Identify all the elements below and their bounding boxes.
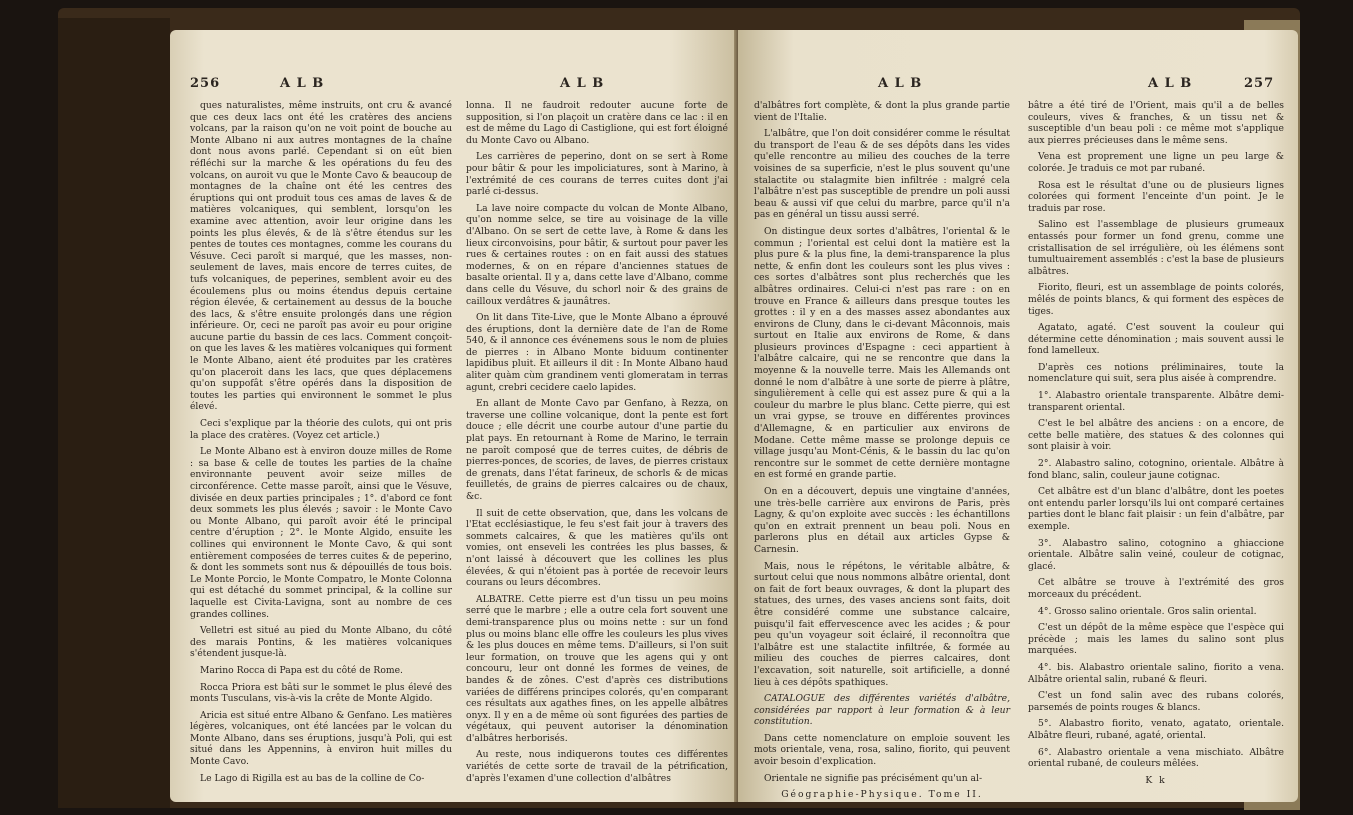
book	[58, 8, 1300, 808]
paragraph: Au reste, nous indiquerons toutes ces différentes variétés de cette sorte de travail de la pétrification, d'après l'examen d'une collection d'albâtres	[466, 749, 728, 784]
page-number-right: 257	[1244, 76, 1275, 91]
paragraph: C'est le bel albâtre des anciens : on a encore, de cette belle matière, des statues & des colonnes qui sont plaisir à voir.	[1028, 418, 1284, 453]
right-column-2	[1028, 100, 1284, 790]
running-head-right-1: A L B	[878, 76, 923, 91]
paragraph: ques naturalistes, même instruits, ont cru & avancé que ces deux lacs ont été les cratères des anciens volcans, par la raison qu'on ne voit point de bouche au Monte Albano ni aux autres montagnes de la chaîne dont nous avons parlé. Cependant si on eût bien réfléchi sur la marche & les opérations du feu des volcans, on auroit vu que le Monte Cavo & beaucoup de montagnes de la chaîne ont été les centres des éruptions qui ont produit tous ces amas de laves & de matières volcaniques, qui semblent, lorsqu'on les examine avec attention, avoir leur origine dans les points les plus élevés, & de là s'être étendus sur les pentes de toutes ces montagnes, comme les courans du Vésuve. Ceci paroît si marqué, que les masses, non-seulement de laves, mais encore de terres cuites, de tufs volcaniques, de peperines, semblent avoir eu des écoulemens plus ou moins étendus depuis certaine région élevée, & certainement au dessus de la bouche des lacs, & s'être ensuite prolongés dans une région inférieure. Or, ceci ne paroît pas avoir eu pour origine aucune partie du bassin de ces lacs. Comment conçoit-on que les laves & les matières volcaniques qui forment le Monte Albano, aient été produites par les cratères qu'on placeroit dans les lacs, que ques déplacemens qu'on suppofât s'être opérés dans la disposition de toutes les parties qui environnent le sommet le plus élevé.	[190, 100, 452, 413]
paragraph: Il suit de cette observation, que, dans les volcans de l'Etat ecclésiastique, le feu s'est fait jour à travers des sommets calcaires, & que les matières qu'ils ont vomies, ont enseveli les contrées les plus basses, & n'ont laissé à découvert que les collines les plus élevées, & qui n'étoient pas à portée de recevoir leurs courans ou leurs décombres.	[466, 507, 728, 589]
paragraph: Cet albâtre est d'un blanc d'albâtre, dont les poetes ont entendu parler lorsqu'ils lui ont comparé certaines parties dont le blanc fait plaisir : un fein d'albâtre, par exemple.	[1028, 486, 1284, 532]
paragraph: Ceci s'explique par la théorie des culots, qui ont pris la place des cratères. (Voyez cet article.)	[190, 418, 452, 441]
paragraph: C'est un dépôt de la même espèce que l'espèce qui précède ; mais les lames du salino sont plus marquées.	[1028, 622, 1284, 657]
paragraph: ALBATRE. Cette pierre est d'un tissu un peu moins serré que le marbre ; elle a outre cela fort souvent une demi-transparence plus ou moins nette : sur un fond plus ou moins blanc elle offre les couleurs les plus vives & les plus douces en même tems. D'ailleurs, si l'on suit leur formation, on trouve que les agens qui y ont concouru, leur ont donné les formes de veines, de bandes & de zônes. C'est d'après ces distributions variées de différens principes colorés, qu'en comparant ces résultats aux agathes fines, on les appelle albâtres onyx. Il y en a de même où sont figurées des parties de végétaux, qui peuvent autoriser la dénomination d'albâtres herborisés.	[466, 593, 728, 744]
paragraph: En allant de Monte Cavo par Genfano, à Rezza, on traverse une colline volcanique, dont la pente est fort douce ; elle décrit une courbe autour d'une partie du plat pays. En retournant à Rome de Marino, le terrain ne paroît composé que de terres cuites, de débris de pierres-ponces, de scories, de laves, de pierres cristaux de grenats, dans l'état farineux, de schorls & de micas feuilletés, de grains de pierres calcaires ou de chaux, &c.	[466, 398, 728, 502]
paragraph: 6°. Alabastro orientale a vena mischiato. Albâtre oriental rubané, de couleurs mêlées.	[1028, 746, 1284, 770]
paragraph: Fiorito, fleuri, est un assemblage de points colorés, mêlés de points blancs, & qui forment des espèces de tiges.	[1028, 282, 1284, 317]
left-page	[170, 30, 738, 802]
paragraph: La lave noire compacte du volcan de Monte Albano, qu'on nomme selce, se tire au voisinage de la ville d'Albano. On se sert de cette lave, à Rome & dans les lieux circonvoisins, pour bâtir, & surtout pour paver les rues & certaines routes : on en fait aussi des statues modernes, & on en répare d'anciennes statues de basalte oriental. Il y a, dans cette lave d'Albano, comme dans celle du Vésuve, du schorl noir & des grains de cailloux verdâtres & jaunâtres.	[466, 202, 728, 307]
paragraph: Marino Rocca di Papa est du côté de Rome.	[200, 664, 403, 676]
paragraph: Le Lago di Rigilla est au bas de la colline de Co-	[200, 772, 425, 784]
paragraph: d'albâtres fort complète, & dont la plus grande partie vient de l'Italie.	[754, 100, 1010, 123]
paragraph: Le Monte Albano est à environ douze milles de Rome : sa base & celle de toutes les parties de la chaîne environnante peuvent avoir seize milles de circonférence. Cette masse paroît, ainsi que le Vésuve, divisée en deux parties principales ; 1°. d'abord ce font deux sommets les plus élevés ; savoir : le Monte Cavo ou Monte Albano, qui paroît avoir été le principal centre d'éruption ; 2°. le Monte Algido, ensuite les collines qui environnent le Monte Cavo, & qui sont entièrement composées de terres cuites & de peperino, & dont les sommets sont nus & dépouillés de tous bois. Le Monte Porcio, le Monte Compatro, le Monte Colonna qui est détaché du sommet principal, & la colline sur laquelle est Civita-Lavigna, sont au nombre de ces grandes collines.	[190, 446, 452, 620]
paragraph: Aricia est situé entre Albano & Genfano. Les matières légères, volcaniques, ont été lancées par le volcan du Monte Albano, dans ses éruptions, jusqu'à Poli, qui est situé dans les Appennins, à environ huit milles du Monte Cavo.	[190, 709, 452, 768]
running-head-left-2: A L B	[560, 76, 605, 91]
paragraph: On distingue deux sortes d'albâtres, l'oriental & le commun ; l'oriental est celui dont la matière est la plus pure & la plus fine, la demi-transparence la plus nette, & enfin dont les couleurs sont les plus vives : ces sortes d'albâtres sont plus recherchés que les albâtres ordinaires. Celui-ci n'est pas rare : on en trouve en France & ailleurs dans presque toutes les grottes : il y en a des masses assez abondantes aux environs de Cluny, dans le ci-devant Mâconnois, mais surtout en Italie aux environs de Rome, & dans plusieurs provinces d'Espagne : ceci appartient à l'albâtre calcaire, qui ne se rencontre que dans la moyenne & la nouvelle terre. Mais les Allemands ont donné le nom d'albâtre à une sorte de pierre à plâtre, singulièrement à celle qui est assez pure & qui a la couleur du marbre le plus blanc. Cette pierre, qui est un vrai gypse, se trouve en différentes provinces d'Allemagne, & en particulier aux environs de Modane. Cette même masse se prolonge depuis ce village jusqu'au Mont-Cénis, & le bassin du lac qu'on rencontre sur le sommet de cette dernière montagne en est formé en grande partie.	[754, 225, 1010, 481]
page-number-left: 256	[190, 76, 221, 91]
paragraph: bâtre a été tiré de l'Orient, mais qu'il a de belles couleurs, vives & franches, & un tissu net & susceptible d'un beau poli : ce même mot s'applique aux pierres précieuses dans le même sens.	[1028, 100, 1284, 146]
paragraph: 5°. Alabastro fiorito, venato, agatato, orientale. Albâtre fleuri, rubané, agaté, oriental.	[1028, 718, 1284, 741]
paragraph: Les carrières de peperino, dont on se sert à Rome pour bâtir & pour les impoliciatures, sont à Marino, à l'extrémité de ces courans de terres cuites dont j'ai parlé ci-dessus.	[466, 151, 728, 198]
paragraph: Orientale ne signifie pas précisément qu'un al-	[764, 772, 983, 784]
paragraph: D'après ces notions préliminaires, toute la nomenclature qui suit, sera plus aisée à comprendre.	[1028, 361, 1284, 385]
paragraph: On en a découvert, depuis une vingtaine d'années, une très-belle carrière aux environs de Paris, près Lagny, & qu'on exploite avec succès : les échantillons qu'on en extrait prennent un beau poli. Nous en parlerons plus en détail aux articles Gypse & Carnesin.	[754, 486, 1010, 555]
right-column-1	[754, 100, 1010, 801]
paragraph: Géographie-Physique. Tome II.	[781, 789, 983, 801]
paragraph: 4°. Grosso salino orientale. Gros salin oriental.	[1038, 605, 1257, 617]
paragraph: Salino est l'assemblage de plusieurs grumeaux entassés pour former un fond grenu, comme une cristallisation de sel irrégulière, où les élémens sont tumultuairement assemblés : c'est la base de plusieurs albâtres.	[1028, 219, 1284, 277]
paragraph: CATALOGUE des différentes variétés d'albâtre, considérées par rapport à leur formation & à leur constitution.	[754, 693, 1010, 728]
paragraph: 1°. Alabastro orientale transparente. Albâtre demi-transparent oriental.	[1028, 390, 1284, 413]
paragraph: K k	[1145, 774, 1167, 786]
running-head-left-1: A L B	[280, 76, 325, 91]
paragraph: Rosa est le résultat d'une ou de plusieurs lignes colorées qui forment l'enceinte d'un point. Je le traduis par rose.	[1028, 179, 1284, 214]
left-column-2	[466, 100, 728, 790]
running-head-right-2: A L B	[1148, 76, 1193, 91]
paragraph: Rocca Priora est bâti sur le sommet le plus élevé des monts Tusculans, vis-à-vis la crête de Monte Algido.	[190, 681, 452, 705]
paragraph: 3°. Alabastro salino, cotognino a ghiaccione orientale. Albâtre salin veiné, couleur de cotignac, glacé.	[1028, 537, 1284, 572]
paragraph: Agatato, agaté. C'est souvent la couleur qui détermine cette dénomination ; mais souvent aussi le fond lamelleux.	[1028, 322, 1284, 357]
paragraph: C'est un fond salin avec des rubans colorés, parsemés de points rouges & blancs.	[1028, 690, 1284, 713]
paragraph: On lit dans Tite-Live, que le Monte Albano a éprouvé des éruptions, dont la dernière date de l'an de Rome 540, & il annonce ces événemens sous le nom de pluies de pierres : in Albano Monte biduum continenter lapidibus pluit. Et ailleurs il dit : In Monte Albano haud aliter quàm cùm grandinem venti glomeratam in terras agunt, crebri cecidere caelo lapides.	[466, 312, 728, 393]
paragraph: Mais, nous le répétons, le véritable albâtre, & surtout celui que nous nommons albâtre oriental, dont on fait de fort beaux ouvrages, & dont la plupart des statues, des urnes, des vases anciens sont faits, doit être considéré comme une substance calcaire, puisqu'il fait effervescence avec les acides ; & pour peu qu'un voyageur soit éclairé, il reconnoîtra que l'albâtre est une stalactite infiltrée, & formée au milieu des couches de pierres calcaires, dont l'excavation, soit naturelle, soit artificielle, a donné lieu à ces dépôts spathiques.	[754, 560, 1010, 688]
paragraph: Cet albâtre se trouve à l'extrémité des gros morceaux du précédent.	[1028, 577, 1284, 600]
paragraph: Vena est proprement une ligne un peu large & colorée. Je traduis ce mot par rubané.	[1028, 151, 1284, 174]
left-column-1	[190, 100, 452, 790]
right-page	[738, 30, 1298, 802]
paragraph: 4°. bis. Alabastro orientale salino, fiorito a vena. Albâtre oriental salin, rubané & fleuri.	[1028, 661, 1284, 685]
paragraph: L'albâtre, que l'on doit considérer comme le résultat du transport de l'eau & de ses dépôts dans les vides qu'elle rencontre au milieu des couches de la terre voisines de sa superficie, n'est le plus souvent qu'une stalactite ou stalagmite bien infiltrée : malgré cela l'albâtre n'est pas susceptible de prendre un poli aussi beau & aussi vif que celui du marbre, parce qu'il n'a pas en général un tissu aussi serré.	[754, 128, 1010, 221]
paragraph: Dans cette nomenclature on emploie souvent les mots orientale, vena, rosa, salino, fiorito, qui peuvent avoir besoin d'explication.	[754, 732, 1010, 768]
paragraph: Velletri est situé au pied du Monte Albano, du côté des marais Pontins, & les matières volcaniques s'étendent jusque-là.	[190, 625, 452, 660]
book-edge-left	[58, 18, 170, 808]
paragraph: lonna. Il ne faudroit redouter aucune forte de supposition, si l'on plaçoit un cratère dans ce lac : il en est de même du Lago di Castiglione, qui est fort éloigné du Monte Cavo ou Albano.	[466, 100, 728, 146]
paragraph: 2°. Alabastro salino, cotognino, orientale. Albâtre à fond blanc, salin, couleur jaune cotignac.	[1028, 458, 1284, 481]
